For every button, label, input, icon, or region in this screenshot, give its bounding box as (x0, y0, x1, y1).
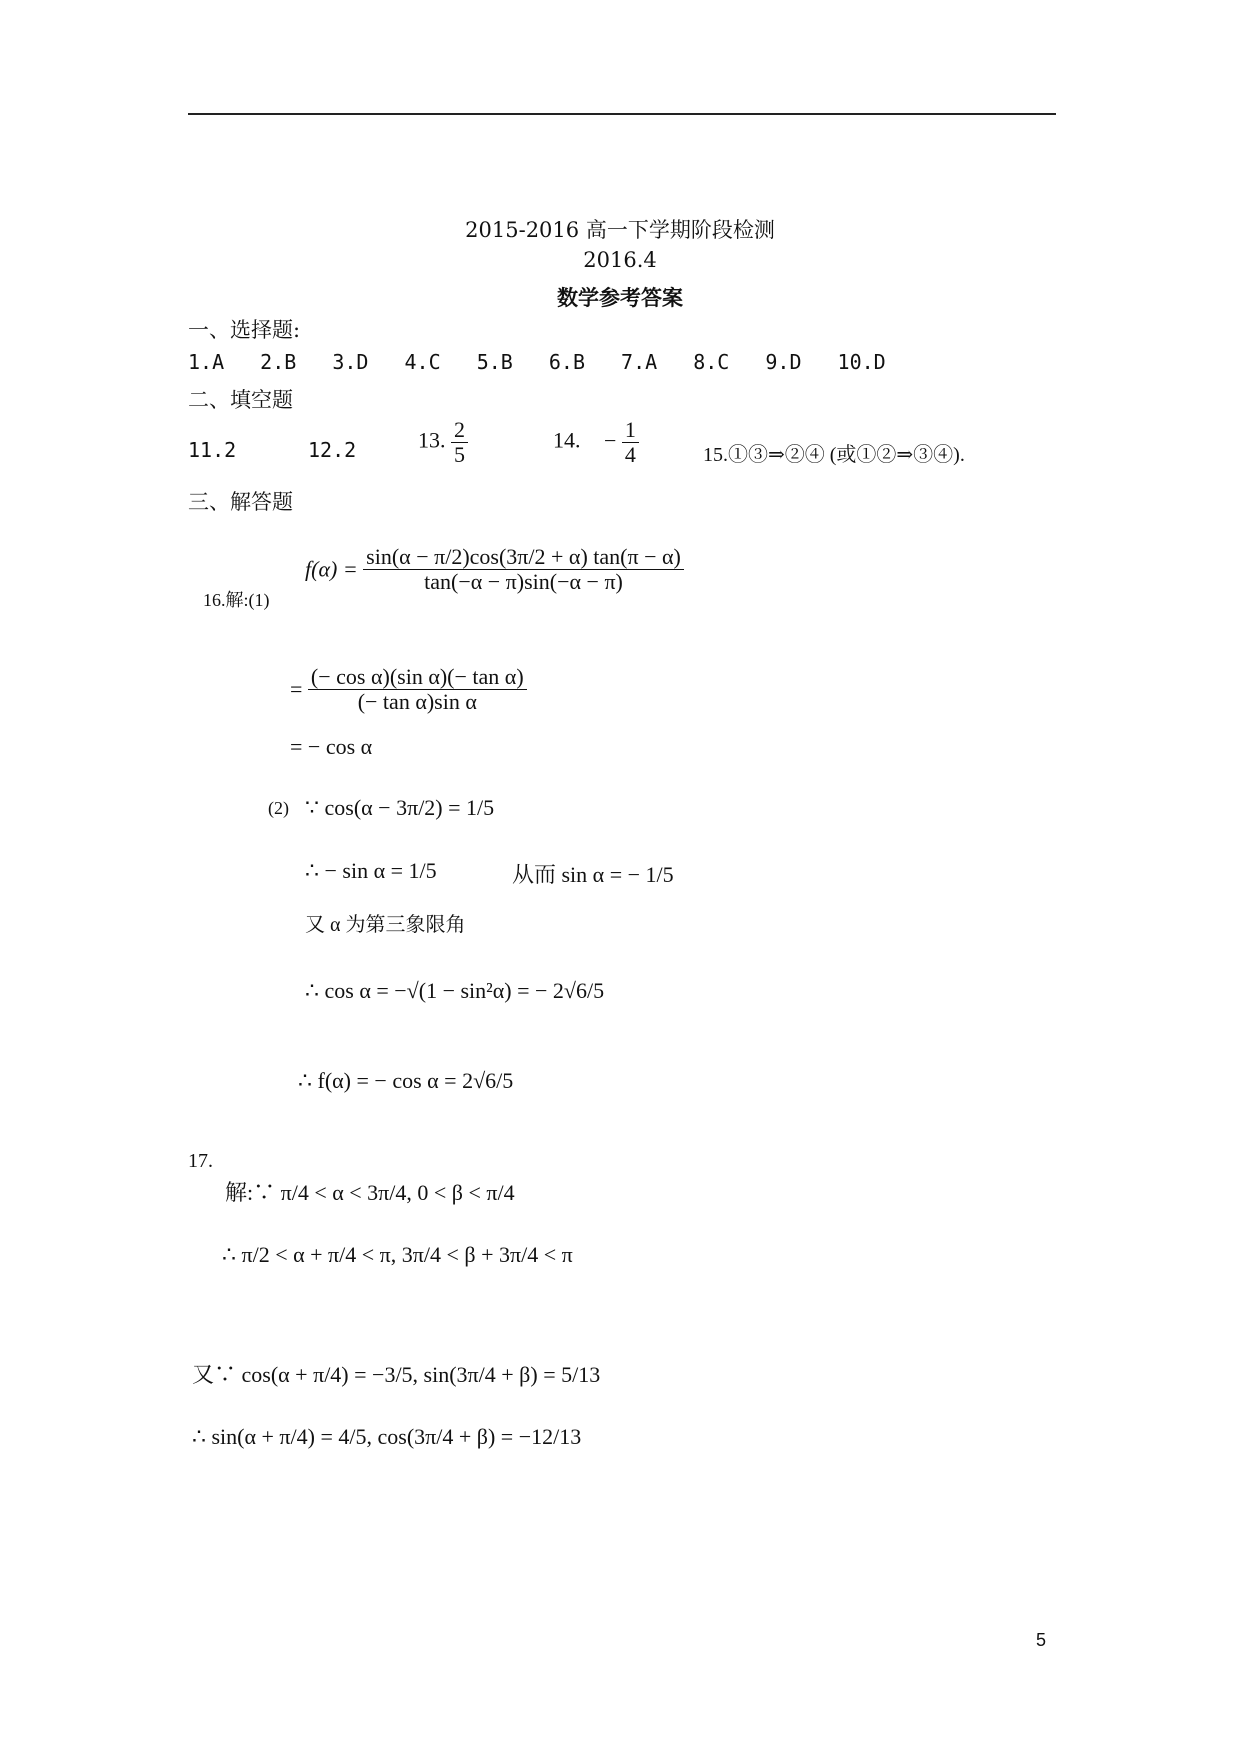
section-fill: 二、填空题 (188, 388, 293, 412)
q16-f-def: f(α) = $\frac{\sin(\alpha - \pi/2)\cos(3\pi/2 + \alpha) \tan(\pi - \alpha)}{\tan(-\alpha - \pi)\sin(-\alpha - \pi)}$ (305, 545, 684, 594)
choice-item: 10.D (837, 350, 886, 374)
fill-12: 12.2 (308, 438, 357, 462)
q16-p2-sin2: 从而 sin α = − 1/5 (512, 862, 674, 887)
page-date: 2016.4 (583, 248, 657, 272)
q16-p2-quadrant: 又 α 为第三象限角 (305, 914, 466, 936)
section-choice: 一、选择题: (188, 318, 301, 342)
page-number: 5 (1036, 1630, 1047, 1650)
q16-p2-cos: ∴ cos α = −√(1 − sin²α) = − 2√6/5 (305, 978, 605, 1003)
fill-14: 14. − $\frac{1}{4}$ (553, 418, 639, 467)
choice-item: 8.C (693, 350, 730, 374)
section-solution: 三、解答题 (188, 490, 293, 514)
choice-item: 9.D (765, 350, 802, 374)
choice-item: 1.A (188, 350, 225, 374)
q17-line2: ∴ π/2 < α + π/4 < π, 3π/4 < β + 3π/4 < π (222, 1242, 573, 1267)
q17-label: 17. (188, 1150, 213, 1172)
choice-item: 3.D (332, 350, 369, 374)
choice-answers (188, 350, 910, 374)
q16-part2-label: (2) (268, 798, 289, 818)
choice-item: 5.B (476, 350, 513, 374)
q17-line3: 又∵ cos(α + π/4) = −3/5, sin(3π/4 + β) = 5/13 (192, 1362, 601, 1387)
fill-15: 15.①③⇒②④ (或①②⇒③④). (703, 444, 965, 466)
q16-result1: = − cos α (290, 734, 373, 759)
q16-simplify: = $\frac{\text{(− cos α)(sin α)(− tan α)}}{\text{(− tan α)sin α}}$ (290, 665, 527, 714)
q16-p2-final: ∴ f(α) = − cos α = 2√6/5 (298, 1068, 514, 1093)
fill-11: 11.2 (188, 438, 237, 462)
choice-item: 2.B (260, 350, 297, 374)
page-subtitle: 数学参考答案 (557, 285, 683, 310)
q16-p2-sin: ∴ − sin α = 1/5 (305, 858, 437, 883)
q16-p2-given: ∵ cos(α − 3π/2) = 1/5 (305, 795, 495, 820)
choice-item: 4.C (404, 350, 441, 374)
page-title: 2015-2016 高一下学期阶段检测 (465, 218, 775, 242)
fill-13: 13. $\frac{2}{5}$ (418, 418, 468, 467)
choice-item: 6.B (548, 350, 585, 374)
q17-line4: ∴ sin(α + π/4) = 4/5, cos(3π/4 + β) = −12/13 (192, 1424, 582, 1449)
q17-line1: 解:∵ π/4 < α < 3π/4, 0 < β < π/4 (225, 1180, 515, 1205)
choice-item: 7.A (621, 350, 658, 374)
q16-label: 16.解:(1) (203, 590, 270, 610)
header-rule (188, 113, 1056, 115)
